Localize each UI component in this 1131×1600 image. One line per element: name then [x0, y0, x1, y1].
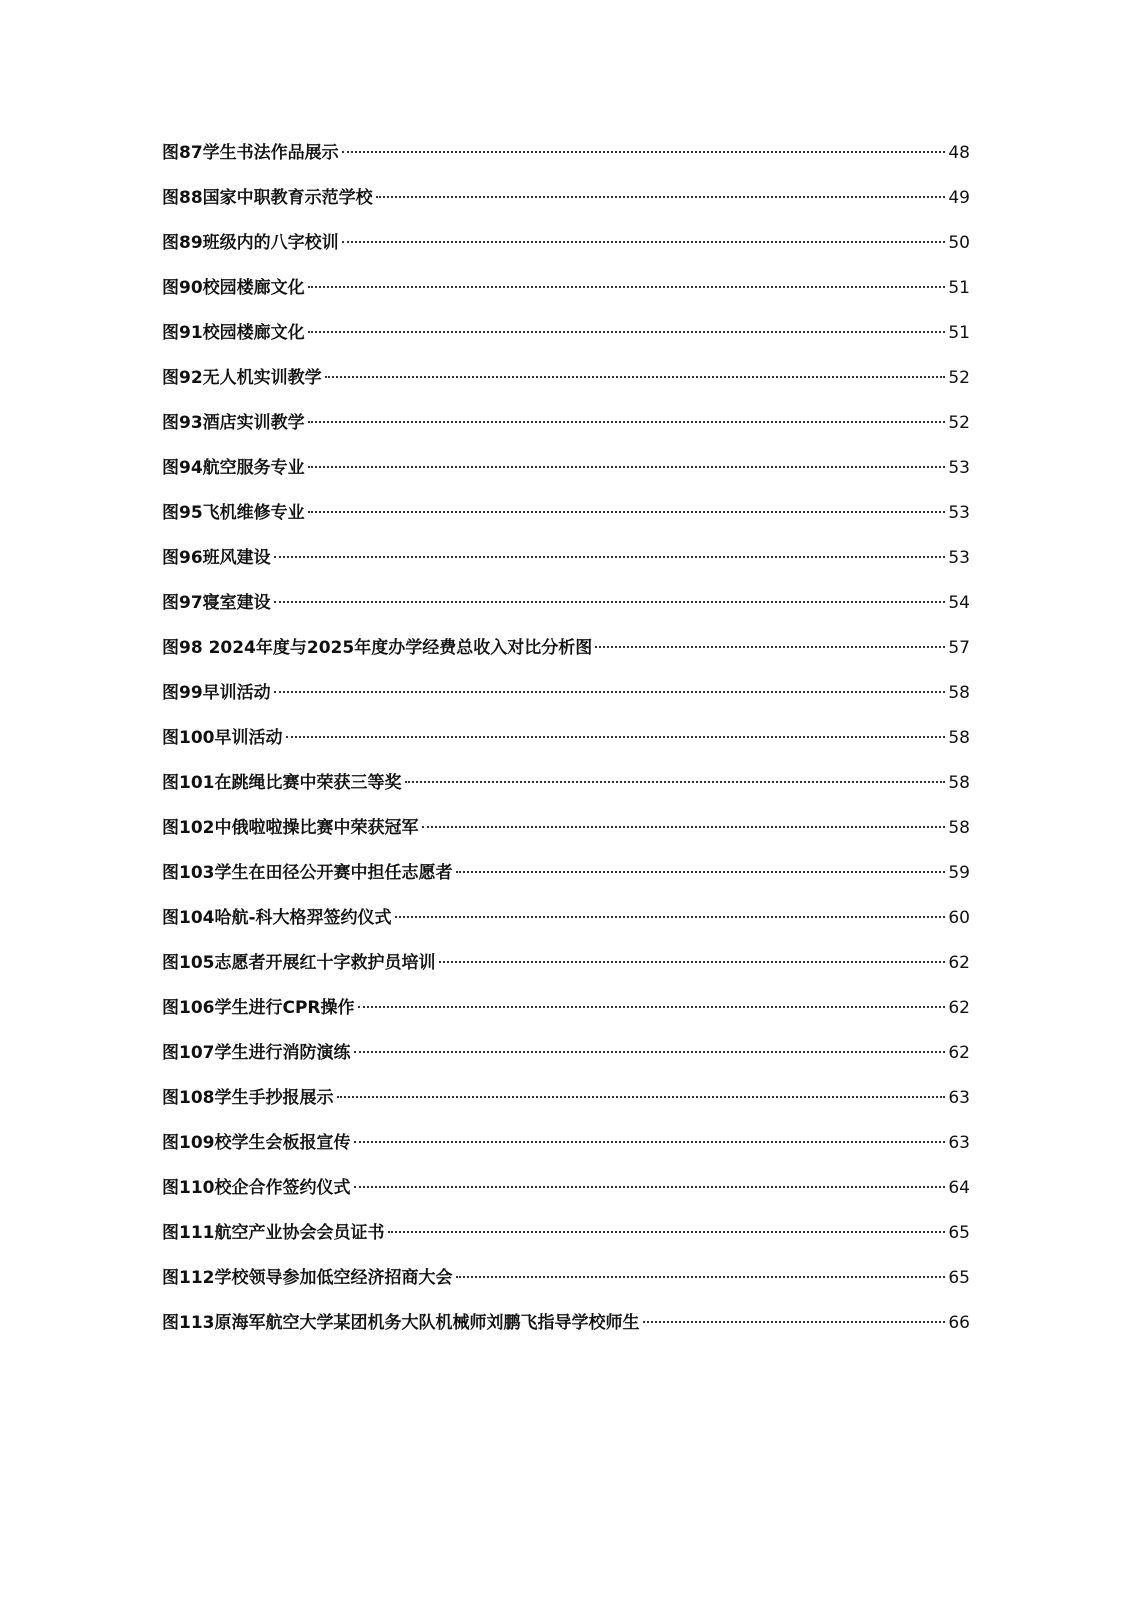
- entry-page-number: 57: [948, 638, 970, 658]
- dot-leader: [308, 286, 946, 288]
- toc-entry[interactable]: [162, 1121, 970, 1166]
- toc-entry[interactable]: [162, 536, 970, 581]
- dot-leader: [595, 646, 945, 648]
- dot-leader: [456, 1276, 946, 1278]
- dot-leader: [308, 511, 946, 513]
- dot-leader: [354, 1186, 946, 1188]
- entry-page-number: 62: [948, 998, 970, 1018]
- entry-title: 图106学生进行CPR操作: [162, 998, 355, 1018]
- entry-title: 图105志愿者开展红十字救护员培训: [162, 953, 436, 973]
- toc-entry[interactable]: [162, 1301, 970, 1346]
- entry-page-number: 48: [948, 143, 970, 163]
- entry-page-number: 62: [948, 1043, 970, 1063]
- entry-title: 图109校学生会板报宣传: [162, 1133, 351, 1153]
- entry-title: 图110校企合作签约仪式: [162, 1178, 351, 1198]
- entry-title: 图104哈航-科大格羿签约仪式: [162, 908, 392, 928]
- entry-page-number: 54: [948, 593, 970, 613]
- dot-leader: [439, 961, 946, 963]
- toc-entry[interactable]: [162, 896, 970, 941]
- entry-title: 图99早训活动: [162, 683, 271, 703]
- toc-entry[interactable]: [162, 1256, 970, 1301]
- toc-entry[interactable]: [162, 356, 970, 401]
- entry-page-number: 53: [948, 548, 970, 568]
- toc-entry[interactable]: [162, 716, 970, 761]
- toc-entry[interactable]: [162, 941, 970, 986]
- toc-entry[interactable]: [162, 221, 970, 266]
- entry-title: 图97寝室建设: [162, 593, 271, 613]
- dot-leader: [395, 916, 946, 918]
- dot-leader: [274, 601, 946, 603]
- entry-title: 图91校园楼廊文化: [162, 323, 305, 343]
- entry-title: 图100早训活动: [162, 728, 283, 748]
- entry-page-number: 65: [948, 1223, 970, 1243]
- entry-page-number: 53: [948, 503, 970, 523]
- dot-leader: [308, 421, 946, 423]
- dot-leader: [325, 376, 946, 378]
- entry-title: 图101在跳绳比赛中荣获三等奖: [162, 773, 402, 793]
- dot-leader: [643, 1321, 946, 1323]
- entry-page-number: 58: [948, 683, 970, 703]
- entry-page-number: 49: [948, 188, 970, 208]
- entry-title: 图94航空服务专业: [162, 458, 305, 478]
- dot-leader: [456, 871, 946, 873]
- toc-entry[interactable]: [162, 446, 970, 491]
- dot-leader: [358, 1006, 946, 1008]
- entry-title: 图90校园楼廊文化: [162, 278, 305, 298]
- entry-page-number: 51: [948, 323, 970, 343]
- entry-title: 图111航空产业协会会员证书: [162, 1223, 385, 1243]
- entry-title: 图96班风建设: [162, 548, 271, 568]
- toc-entry[interactable]: [162, 491, 970, 536]
- dot-leader: [274, 691, 946, 693]
- entry-page-number: 65: [948, 1268, 970, 1288]
- dot-leader: [405, 781, 946, 783]
- toc-entry[interactable]: [162, 761, 970, 806]
- toc-entry[interactable]: [162, 176, 970, 221]
- entry-page-number: 66: [948, 1313, 970, 1333]
- dot-leader: [308, 466, 946, 468]
- toc-entry[interactable]: [162, 401, 970, 446]
- toc-entry[interactable]: [162, 581, 970, 626]
- entry-page-number: 60: [948, 908, 970, 928]
- entry-page-number: 63: [948, 1133, 970, 1153]
- entry-title: 图93酒店实训教学: [162, 413, 305, 433]
- dot-leader: [342, 241, 946, 243]
- entry-title: 图102中俄啦啦操比赛中荣获冠军: [162, 818, 419, 838]
- entry-page-number: 62: [948, 953, 970, 973]
- toc-entry[interactable]: [162, 671, 970, 716]
- toc-entry[interactable]: [162, 311, 970, 356]
- entry-page-number: 50: [948, 233, 970, 253]
- entry-page-number: 59: [948, 863, 970, 883]
- dot-leader: [422, 826, 946, 828]
- entry-page-number: 58: [948, 818, 970, 838]
- dot-leader: [376, 196, 946, 198]
- toc-entry[interactable]: [162, 626, 970, 671]
- entry-page-number: 58: [948, 728, 970, 748]
- entry-title: 图88国家中职教育示范学校: [162, 188, 373, 208]
- entry-page-number: 58: [948, 773, 970, 793]
- entry-page-number: 51: [948, 278, 970, 298]
- dot-leader: [354, 1051, 946, 1053]
- entry-title: 图98 2024年度与2025年度办学经费总收入对比分析图: [162, 638, 593, 658]
- dot-leader: [286, 736, 946, 738]
- dot-leader: [354, 1141, 946, 1143]
- toc-entry[interactable]: [162, 1031, 970, 1076]
- entry-title: 图108学生手抄报展示: [162, 1088, 334, 1108]
- entry-title: 图103学生在田径公开赛中担任志愿者: [162, 863, 453, 883]
- entry-page-number: 52: [948, 368, 970, 388]
- entry-page-number: 63: [948, 1088, 970, 1108]
- dot-leader: [274, 556, 946, 558]
- entry-title: 图112学校领导参加低空经济招商大会: [162, 1268, 453, 1288]
- entry-title: 图92无人机实训教学: [162, 368, 322, 388]
- entry-title: 图95飞机维修专业: [162, 503, 305, 523]
- figure-list: [162, 131, 970, 1346]
- entry-title: 图87学生书法作品展示: [162, 143, 339, 163]
- entry-title: 图107学生进行消防演练: [162, 1043, 351, 1063]
- entry-title: 图89班级内的八字校训: [162, 233, 339, 253]
- toc-entry[interactable]: [162, 1166, 970, 1211]
- toc-entry[interactable]: [162, 986, 970, 1031]
- toc-entry[interactable]: [162, 851, 970, 896]
- dot-leader: [342, 151, 946, 153]
- toc-entry[interactable]: [162, 1076, 970, 1121]
- toc-entry[interactable]: [162, 131, 970, 176]
- dot-leader: [308, 331, 946, 333]
- entry-page-number: 52: [948, 413, 970, 433]
- toc-entry[interactable]: [162, 1211, 970, 1256]
- dot-leader: [388, 1231, 946, 1233]
- dot-leader: [337, 1096, 946, 1098]
- entry-title: 图113原海军航空大学某团机务大队机械师刘鹏飞指导学校师生: [162, 1313, 640, 1333]
- entry-page-number: 53: [948, 458, 970, 478]
- toc-entry[interactable]: [162, 806, 970, 851]
- toc-entry[interactable]: [162, 266, 970, 311]
- entry-page-number: 64: [948, 1178, 970, 1198]
